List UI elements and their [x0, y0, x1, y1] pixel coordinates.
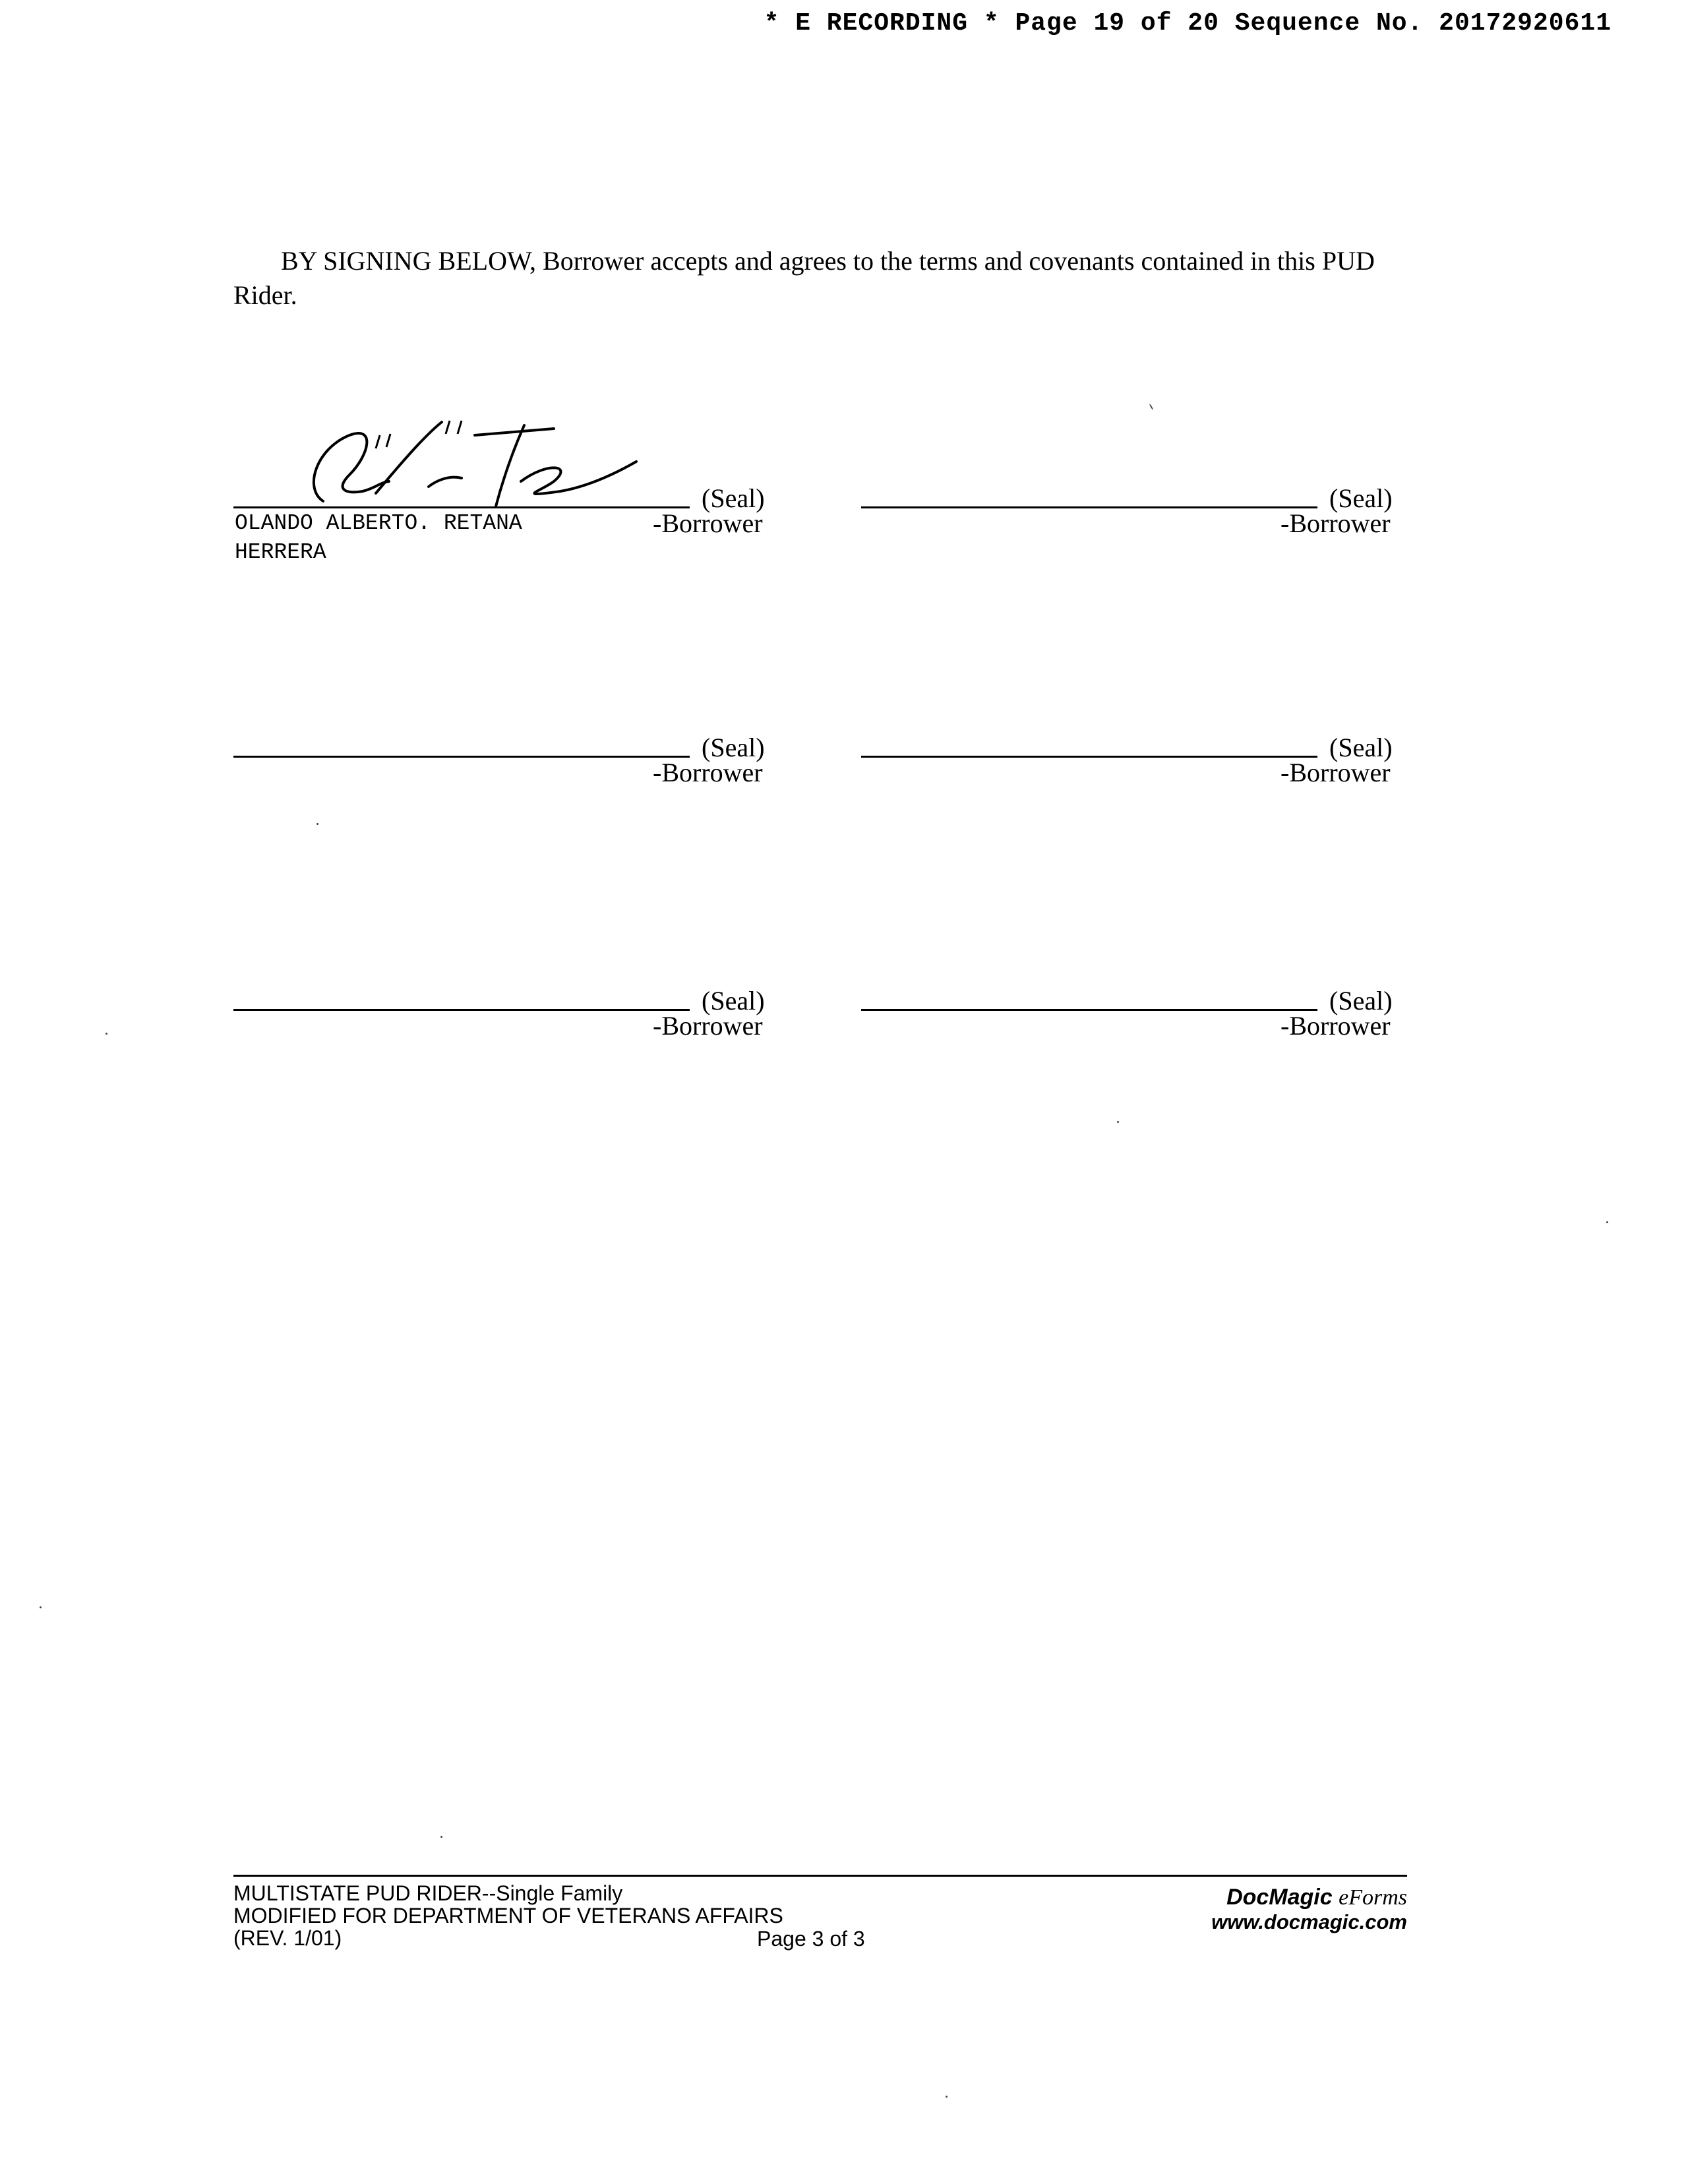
scan-speck [106, 1033, 107, 1035]
docmagic-brand [1211, 1885, 1407, 1934]
signature-line-3[interactable] [233, 756, 690, 758]
brand-suffix: eForms [1339, 1885, 1407, 1910]
form-title: MULTISTATE PUD RIDER--Single Family [233, 1881, 623, 1905]
signature-line-2[interactable] [861, 506, 1317, 508]
seal-label-6: (Seal) [1329, 986, 1393, 1016]
form-modification: MODIFIED FOR DEPARTMENT OF VETERANS AFFAIRS [233, 1904, 783, 1927]
signature-line-6[interactable] [861, 1009, 1317, 1011]
seal-label-1: (Seal) [702, 483, 765, 513]
signature-line-4[interactable] [861, 756, 1317, 758]
borrower-label-2: -Borrower [1281, 508, 1391, 538]
brand-name: DocMagic [1226, 1885, 1333, 1910]
borrower-name: OLANDO ALBERTO. RETANA HERRERA [235, 511, 522, 564]
footer-divider [233, 1875, 1407, 1877]
signature-line-5[interactable] [233, 1009, 690, 1011]
scan-speck [946, 2096, 948, 2098]
seal-label-4: (Seal) [1329, 733, 1393, 762]
form-identifier [233, 1882, 783, 1949]
acceptance-text: BY SIGNING BELOW, Borrower accepts and agrees to the terms and covenants contained in this PUD Rider. [233, 246, 1375, 310]
brand-name-line [1211, 1885, 1407, 1910]
brand-url: www.docmagic.com [1211, 1910, 1407, 1933]
acceptance-paragraph [233, 244, 1407, 313]
borrower-label-4: -Borrower [1281, 758, 1391, 787]
scan-speck [440, 1836, 442, 1838]
borrower-signature [297, 409, 653, 514]
borrower-label-3: -Borrower [653, 758, 763, 787]
borrower-label-5: -Borrower [653, 1011, 763, 1041]
seal-label-3: (Seal) [702, 733, 765, 762]
scan-speck [1117, 1121, 1119, 1123]
signature-line-1[interactable] [233, 506, 690, 508]
seal-label-5: (Seal) [702, 986, 765, 1016]
form-revision: (REV. 1/01) [233, 1926, 342, 1950]
borrower-label-6: -Borrower [1281, 1011, 1391, 1041]
scan-speck [316, 823, 318, 825]
page-number: Page 3 of 3 [757, 1927, 865, 1951]
scan-speck [1606, 1221, 1608, 1223]
seal-label-2: (Seal) [1329, 483, 1393, 513]
recording-stamp: * E RECORDING * Page 19 of 20 Sequence No. 20172920611 [764, 9, 1612, 38]
borrower-label-1: -Borrower [653, 508, 763, 538]
scan-speck [1149, 404, 1154, 410]
scan-speck [40, 1606, 42, 1608]
